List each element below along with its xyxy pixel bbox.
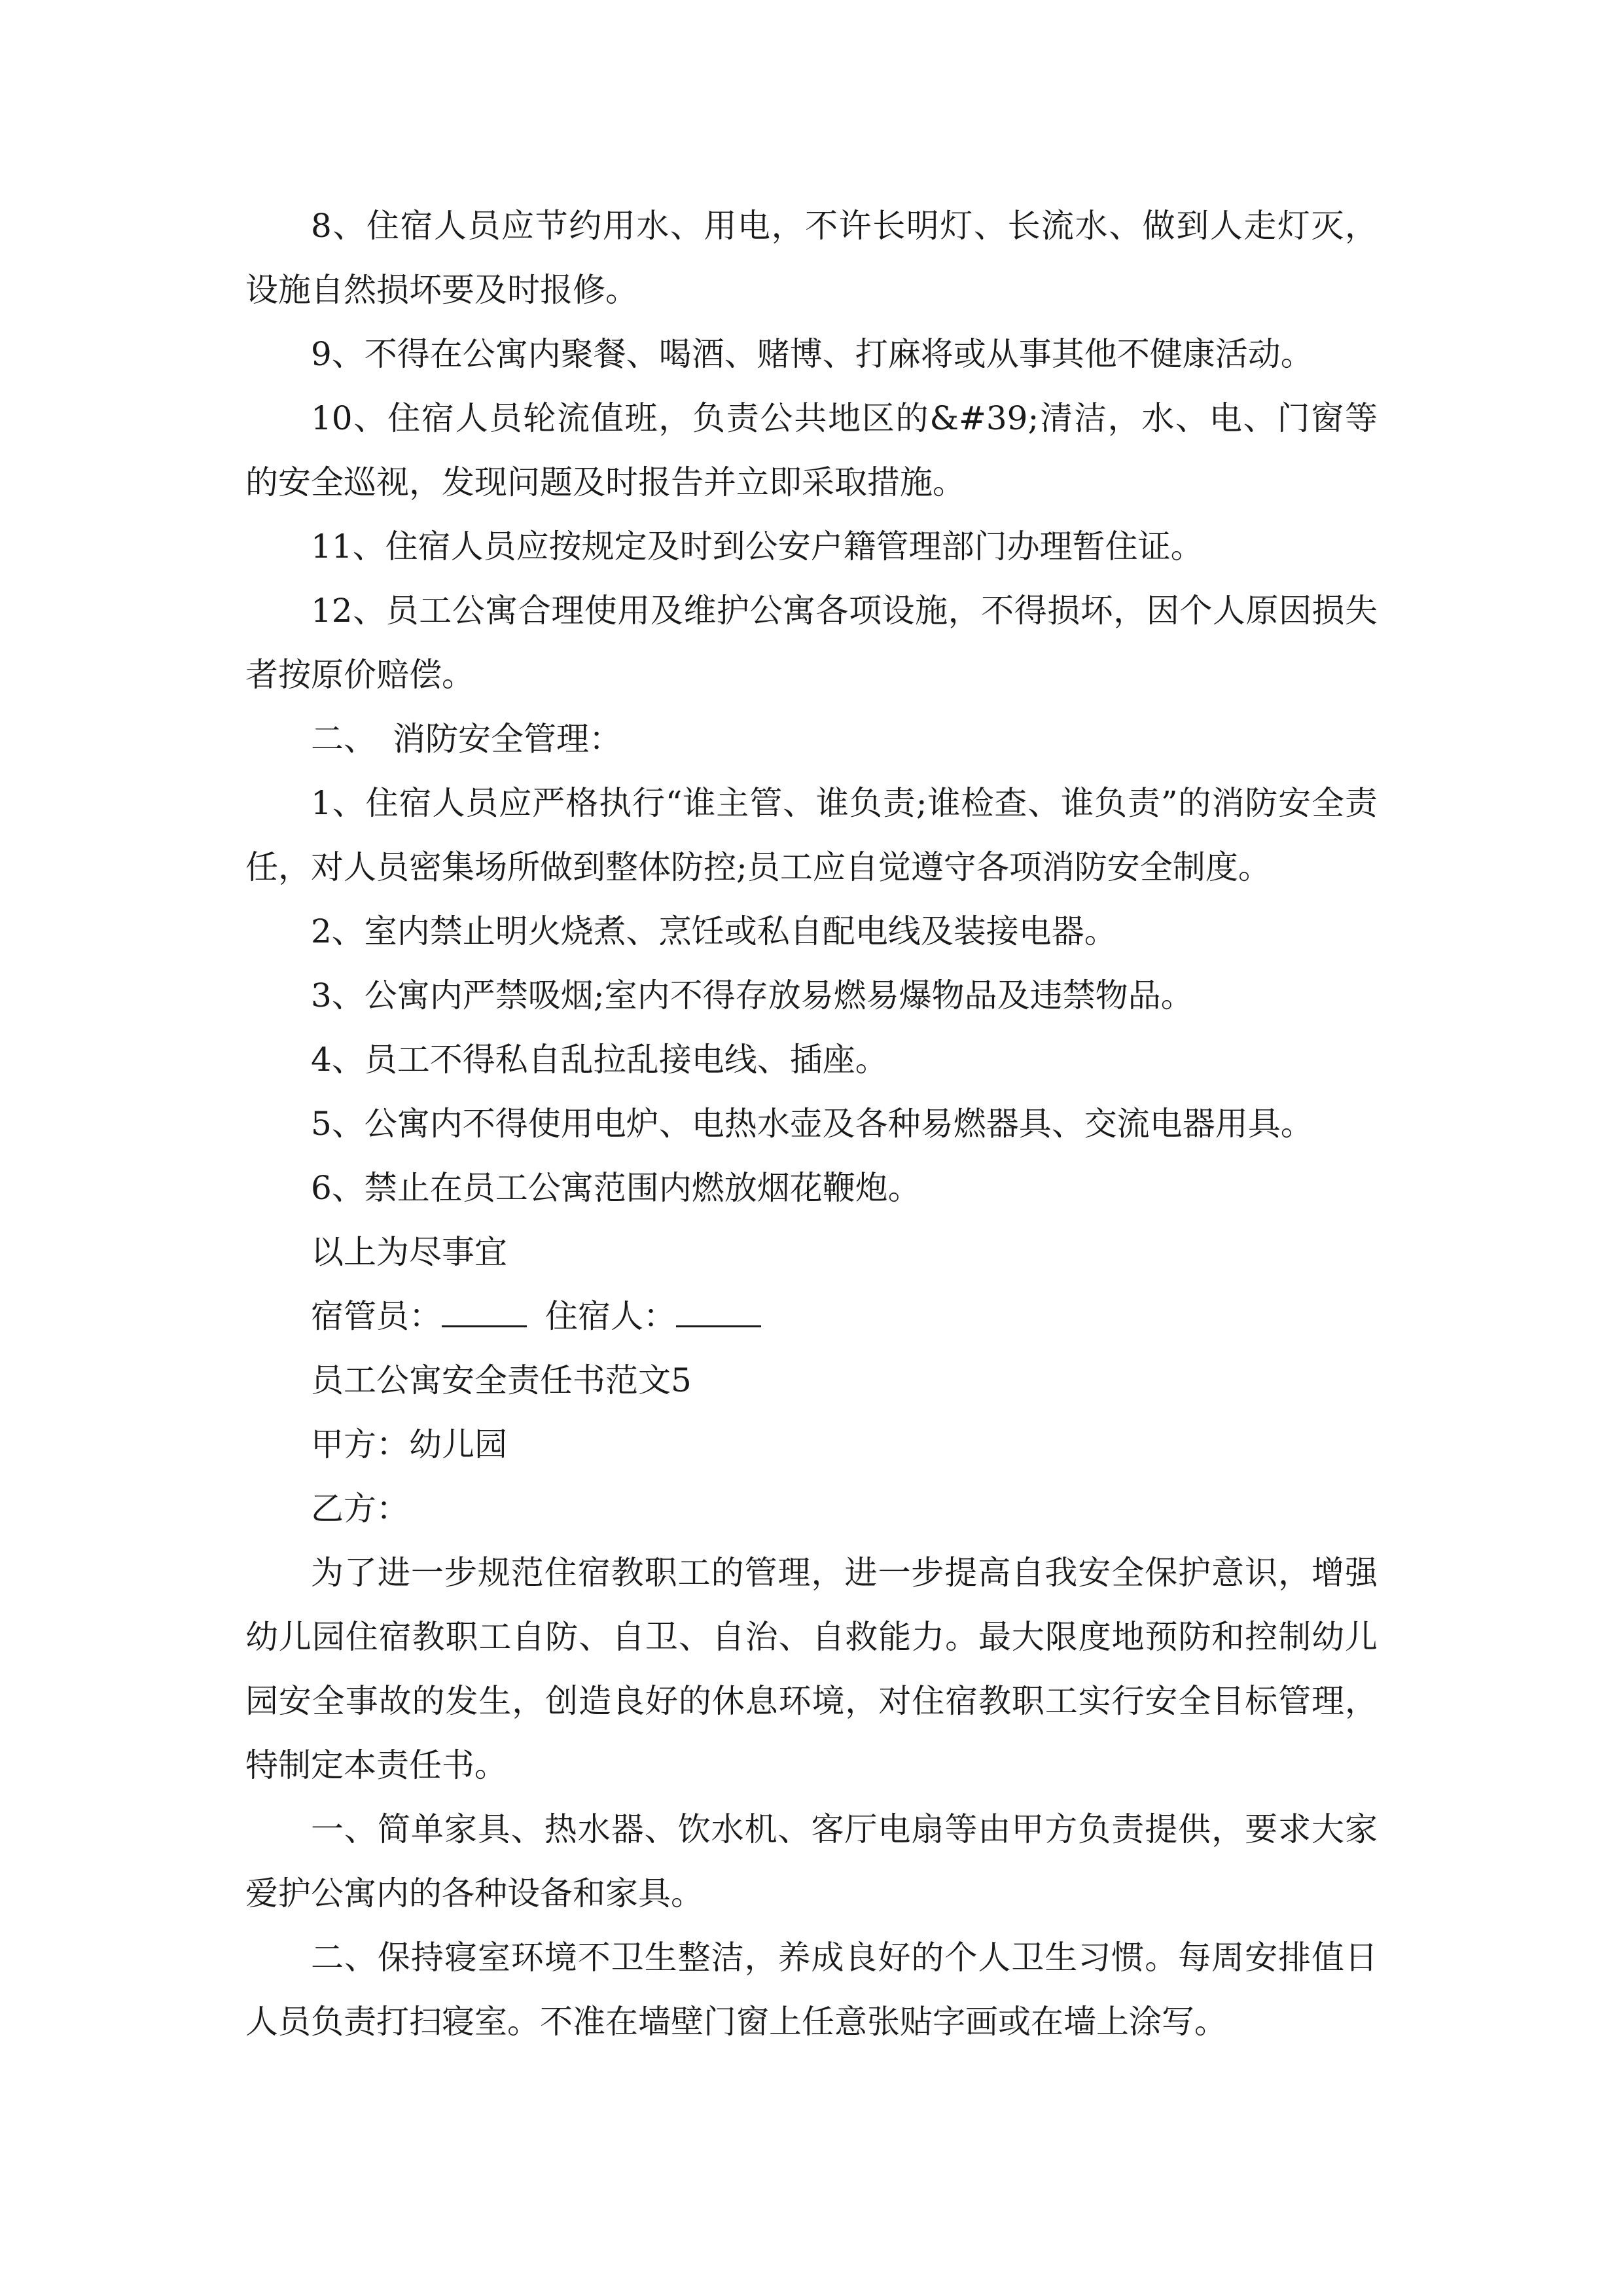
manager-label: 宿管员： [311, 1297, 442, 1335]
manager-signature-blank [442, 1325, 527, 1327]
paragraph-purpose: 为了进一步规范住宿教职工的管理，进一步提高自我安全保护意识，增强幼儿园住宿教职工自防、自卫、自治、自救能力。最大限度地预防和控制幼儿园安全事故的发生，创造良好的休息环境，对住宿教职工实行安全目标管理，特制定本责任书。 [245, 1554, 1378, 1784]
closing-line: 以上为尽事宜 [311, 1233, 507, 1271]
paragraph-item-2: 二、保持寝室环境不卫生整洁，养成良好的个人卫生习惯。每周安排值日人员负责打扫寝室。不准在墙壁门窗上任意张贴字画或在墙上涂写。 [245, 1939, 1378, 2041]
paragraph-fire-1: 1、住宿人员应严格执行“谁主管、谁负责;谁检查、谁负责”的消防安全责任，对人员密集场所做到整体防控;员工应自觉遵守各项消防安全制度。 [245, 784, 1378, 886]
paragraph-fire-4: 4、员工不得私自乱拉乱接电线、插座。 [311, 1041, 888, 1079]
resident-signature-blank [676, 1325, 761, 1327]
paragraph-rule-12: 12、员工公寓合理使用及维护公寓各项设施，不得损坏，因个人原因损失者按原价赔偿。 [245, 592, 1378, 694]
resident-label: 住宿人： [545, 1297, 676, 1335]
paragraph-fire-6: 6、禁止在员工公寓范围内燃放烟花鞭炮。 [311, 1169, 921, 1207]
paragraph-fire-2: 2、室内禁止明火烧煮、烹饪或私自配电线及装接电器。 [311, 912, 1117, 950]
section-heading-fire-safety: 二、 消防安全管理： [311, 720, 622, 758]
party-a: 甲方：幼儿园 [311, 1426, 507, 1463]
party-b: 乙方： [311, 1490, 409, 1528]
signature-line [245, 1284, 1378, 1348]
paragraph-fire-5: 5、公寓内不得使用电炉、电热水壶及各种易燃器具、交流电器用具。 [311, 1105, 1313, 1143]
document-body [245, 194, 1378, 2054]
paragraph-fire-3: 3、公寓内严禁吸烟;室内不得存放易燃易爆物品及违禁物品。 [311, 977, 1194, 1014]
paragraph-rule-11: 11、住宿人员应按规定及时到公安户籍管理部门办理暂住证。 [311, 528, 1204, 565]
paragraph-item-1: 一、简单家具、热水器、饮水机、客厅电扇等由甲方负责提供，要求大家爱护公寓内的各种设备和家具。 [245, 1810, 1378, 1912]
paragraph-rule-10: 10、住宿人员轮流值班，负责公共地区的&#39;清洁，水、电、门窗等的安全巡视，发现问题及时报告并立即采取措施。 [245, 399, 1378, 501]
document-title: 员工公寓安全责任书范文5 [311, 1361, 692, 1399]
paragraph-rule-9: 9、不得在公寓内聚餐、喝酒、赌博、打麻将或从事其他不健康活动。 [311, 335, 1313, 373]
paragraph-rule-8: 8、住宿人员应节约用水、用电，不许长明灯、长流水、做到人走灯灭，设施自然损坏要及时报修。 [245, 207, 1378, 309]
